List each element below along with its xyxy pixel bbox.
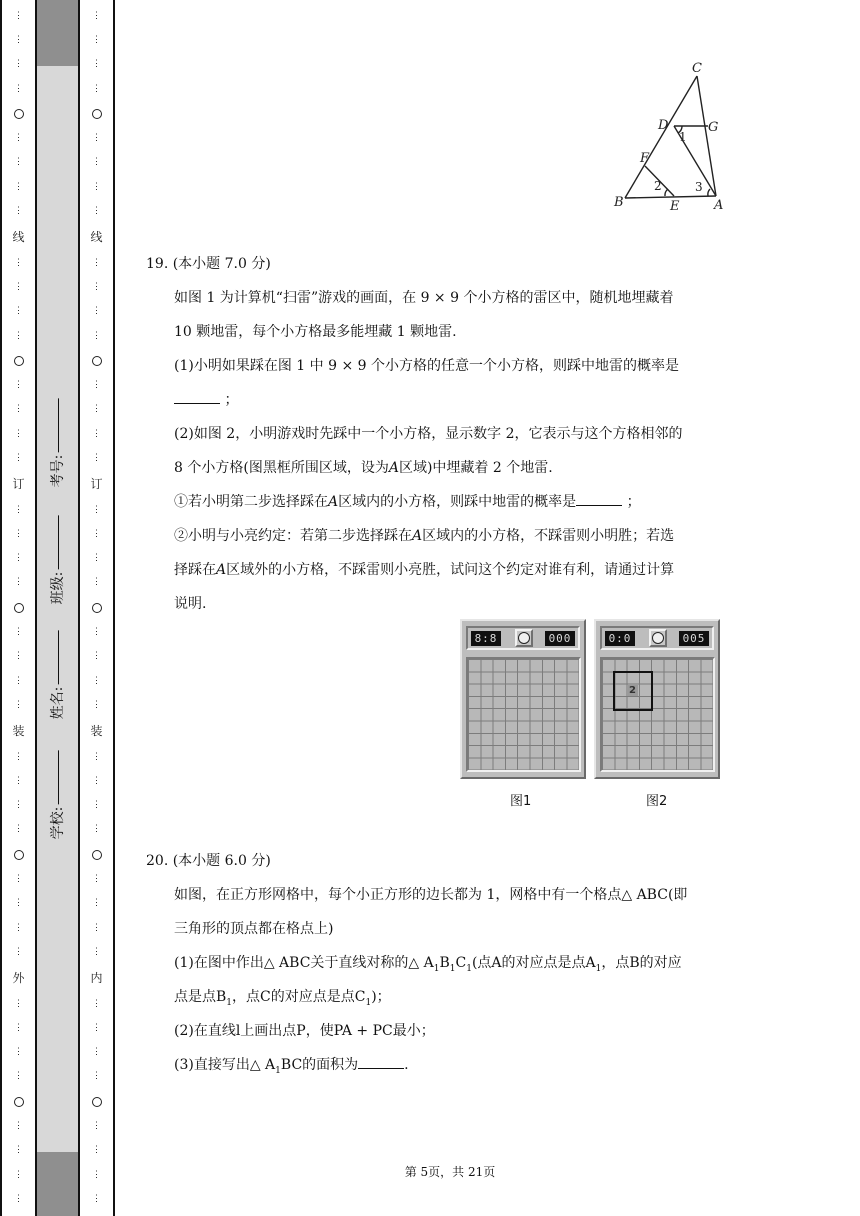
question-20-header: 20. (本小题 6.0 分) [146, 853, 271, 869]
outer-glyph-outside: 外 [12, 971, 25, 986]
binding-hole-icon [92, 603, 102, 613]
smiley-face-icon [649, 629, 667, 647]
angle-2-label: 2 [654, 179, 662, 193]
mine-counter: 0:0 [605, 631, 635, 646]
point-d-label: D [658, 118, 669, 133]
inner-glyph-bind: 订 [90, 477, 103, 492]
grey-block-top [37, 0, 78, 66]
binding-hole-icon [14, 356, 24, 366]
outer-glyph-install: 装 [12, 724, 25, 739]
q19-line-5: (2)如图 2，小明游戏时先踩中一个小方格，显示数字 2，它表示与这个方格相邻的 [174, 426, 683, 442]
binding-hole-icon [92, 356, 102, 366]
board-header [466, 626, 580, 650]
triangle-figure [612, 58, 732, 214]
grey-block-bottom [37, 1152, 78, 1216]
point-e-label: E [670, 199, 680, 214]
revealed-cell: 2 [627, 685, 638, 696]
binding-hole-icon [92, 109, 102, 119]
inner-binding-strip [78, 0, 115, 1216]
q19-line-1: 如图 1 为计算机“扫雷”游戏的画面，在 9 × 9 个小方格的雷区中，随机地埋藏着 [174, 290, 674, 306]
answer-blank[interactable] [358, 1056, 404, 1069]
q19-line-9: 择踩在A区域外的小方格，不踩雷则小亮胜，试问这个约定对谁有利，请通过计算 [174, 562, 675, 578]
q19-line-7: ①若小明第二步选择踩在A区域内的小方格，则踩中地雷的概率是 ； [174, 494, 641, 510]
name-field: 姓名: [47, 631, 67, 720]
q20-line-5: (2)在直线l上画出点P，使PA + PC最小； [174, 1023, 435, 1039]
q19-answer-blank-1: ； [174, 389, 238, 409]
angle-3-label: 3 [695, 180, 703, 194]
minesweeper-board-1 [460, 619, 586, 779]
student-info-strip [37, 0, 78, 1216]
inner-glyph-line: 线 [90, 230, 103, 245]
outer-glyph-line: 线 [12, 230, 25, 245]
binding-hole-icon [92, 850, 102, 860]
binding-hole-icon [14, 603, 24, 613]
q19-line-2: 10 颗地雷，每个小方格最多能埋藏 1 颗地雷. [174, 324, 457, 340]
inner-glyph-inside: 内 [90, 971, 103, 986]
point-a-label: A [714, 198, 724, 213]
outer-dotted-line: ⋮ ⋮ ⋮ ⋮ ⋮ ⋮ ⋮ ⋮ 线 ⋮ ⋮ ⋮ ⋮ ⋮ ⋮ ⋮ ⋮ 订 ⋮ ⋮ ⋮ ⋮ ⋮ ⋮ ⋮ ⋮ 装 ⋮ ⋮ ⋮ ⋮ ⋮ ⋮ ⋮ ⋮ 外 ⋮ ⋮ ⋮ ⋮ ⋮ ⋮ ⋮ ⋮ [12, 10, 25, 1204]
question-19-header: 19. (本小题 7.0 分) [146, 256, 271, 272]
page-footer: 第 5页，共 21页 [404, 1165, 496, 1179]
q19-line-10: 说明. [174, 596, 207, 612]
binding-hole-icon [14, 109, 24, 119]
point-c-label: C [692, 61, 702, 76]
q19-line-6: 8 个小方格(图黑框所围区域，设为A区域)中埋藏着 2 个地雷. [174, 460, 553, 476]
minesweeper-board-2 [594, 619, 720, 779]
inner-glyph-install: 装 [90, 724, 103, 739]
q20-line-1: 如图，在正方形网格中，每个小正方形的边长都为 1，网格中有一个格点△ ABC(即 [174, 887, 688, 903]
class-field: 班级: [47, 516, 67, 605]
figure-2-caption: 图2 [646, 794, 668, 809]
mine-counter: 8:8 [471, 631, 501, 646]
q19-line-3: (1)小明如果踩在图 1 中 9 × 9 个小方格的任意一个小方格，则踩中地雷的概率是 [174, 358, 679, 374]
q20-line-4: 点是点$B_1$，点C的对应点是点$C_1$)； [174, 989, 391, 1008]
binding-hole-icon [92, 1097, 102, 1107]
point-g-label: G [708, 120, 719, 135]
point-b-label: B [614, 195, 624, 210]
mine-grid [600, 657, 715, 772]
q20-line-6: (3)直接写出△ $A_1BC$的面积为 . [174, 1057, 409, 1076]
inner-dotted-line: ⋮ ⋮ ⋮ ⋮ ⋮ ⋮ ⋮ ⋮ 线 ⋮ ⋮ ⋮ ⋮ ⋮ ⋮ ⋮ ⋮ 订 ⋮ ⋮ ⋮ ⋮ ⋮ ⋮ ⋮ ⋮ 装 ⋮ ⋮ ⋮ ⋮ ⋮ ⋮ ⋮ ⋮ 内 ⋮ ⋮ ⋮ ⋮ ⋮ ⋮ ⋮ ⋮ [90, 10, 103, 1204]
mine-grid [466, 657, 581, 772]
answer-blank[interactable] [576, 493, 622, 506]
timer-counter: 005 [679, 631, 709, 646]
answer-blank[interactable] [174, 391, 220, 404]
outer-binding-strip [0, 0, 37, 1216]
exam-number-field: 考号: [47, 399, 67, 488]
timer-counter: 000 [545, 631, 575, 646]
q20-line-3: (1)在图中作出△ ABC关于直线对称的△ $A_1B_1C_1$(点A的对应点是点$A_1$，点B的对应 [174, 955, 682, 974]
q20-line-2: 三角形的顶点都在格点上) [174, 921, 334, 937]
binding-hole-icon [14, 850, 24, 860]
angle-1-label: 1 [679, 130, 687, 144]
q19-line-8: ②小明与小亮约定：若第二步选择踩在A区域内的小方格，不踩雷则小明胜；若选 [174, 528, 675, 544]
smiley-face-icon [515, 629, 533, 647]
point-f-label: F [640, 151, 650, 166]
figure-1-caption: 图1 [510, 794, 532, 809]
school-field: 学校: [47, 751, 67, 840]
outer-glyph-bind: 订 [12, 477, 25, 492]
region-a-frame [613, 671, 653, 711]
binding-hole-icon [14, 1097, 24, 1107]
board-header [600, 626, 714, 650]
